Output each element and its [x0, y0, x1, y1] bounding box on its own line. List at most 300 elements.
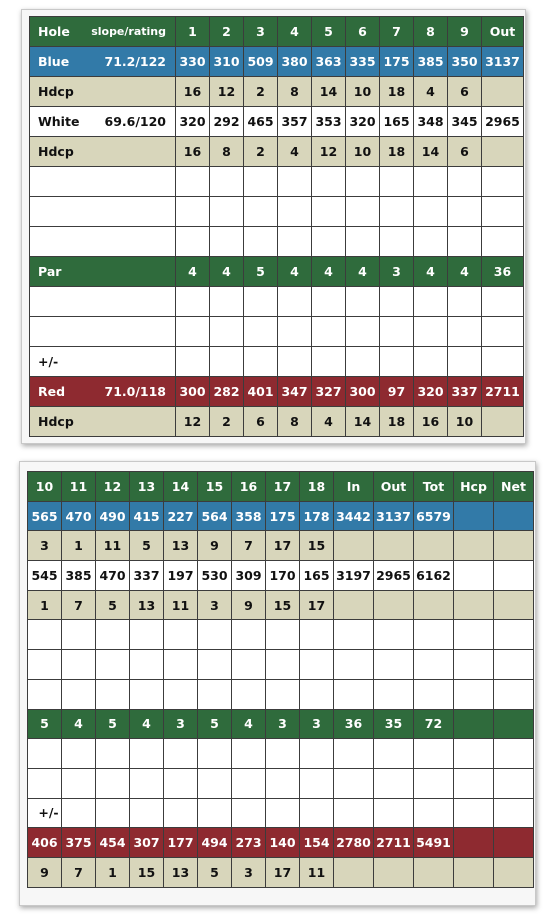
back-white-tee-row-value: 530 — [198, 561, 232, 591]
plus-minus-input-cell[interactable] — [494, 798, 534, 828]
back-blue-hdcp-row — [28, 531, 534, 561]
score-input-cell[interactable] — [448, 197, 482, 227]
score-input-cell[interactable] — [312, 287, 346, 317]
plus-minus-input-cell[interactable] — [414, 798, 454, 828]
white-tee-row-value: 345 — [448, 107, 482, 137]
player-name-cell[interactable] — [30, 167, 176, 197]
back-red-tee-row-value: 5491 — [414, 828, 454, 858]
plus-minus-input-cell[interactable] — [454, 798, 494, 828]
back-par-row-value: 5 — [96, 709, 130, 739]
score-input-cell[interactable] — [300, 768, 334, 798]
back-score-entry-row — [28, 650, 534, 680]
back-red-hdcp-row-blank-cell — [374, 857, 414, 887]
blue-hdcp-row — [30, 77, 524, 107]
par-value: 4 — [346, 257, 380, 287]
score-input-cell[interactable] — [448, 317, 482, 347]
score-input-cell[interactable] — [482, 227, 524, 257]
score-input-cell[interactable] — [266, 679, 300, 709]
blue-tee-row-value: 310 — [210, 47, 244, 77]
back-red-tee-row-blank-cell — [454, 828, 494, 858]
score-input-cell[interactable] — [448, 167, 482, 197]
white-hdcp-row-value — [482, 137, 524, 167]
score-input-cell[interactable] — [374, 739, 414, 769]
back-score-entry-row — [28, 620, 534, 650]
player-name-cell[interactable] — [30, 197, 176, 227]
white-hdcp-row-value: 18 — [380, 137, 414, 167]
back-blue-hdcp-row-blank-cell — [494, 531, 534, 561]
header-row — [30, 17, 524, 47]
score-input-cell[interactable] — [454, 620, 494, 650]
white-hdcp-row-value: 10 — [346, 137, 380, 167]
score-input-cell[interactable] — [278, 317, 312, 347]
back-par-row-value: 5 — [28, 709, 62, 739]
back-score-entry-row — [28, 739, 534, 769]
plus-minus-input-cell[interactable] — [244, 347, 278, 377]
red-tee-row-label: Red — [38, 384, 66, 399]
back-header-row-value: 12 — [96, 472, 130, 502]
blue-hdcp-row-value: 14 — [312, 77, 346, 107]
score-input-cell[interactable] — [176, 167, 210, 197]
score-input-cell[interactable] — [62, 768, 96, 798]
score-input-cell[interactable] — [374, 768, 414, 798]
back-par-row-value: 4 — [232, 709, 266, 739]
back-blue-tee-row-value: 470 — [62, 501, 96, 531]
white-hdcp-row-value: 2 — [244, 137, 278, 167]
score-input-cell[interactable] — [232, 768, 266, 798]
par-value: 3 — [380, 257, 414, 287]
plus-minus-input-cell[interactable] — [266, 798, 300, 828]
plus-minus-input-cell[interactable] — [300, 798, 334, 828]
score-input-cell[interactable] — [96, 620, 130, 650]
score-input-cell[interactable] — [334, 650, 374, 680]
score-input-cell[interactable] — [414, 650, 454, 680]
score-input-cell[interactable] — [334, 739, 374, 769]
score-input-cell[interactable] — [96, 650, 130, 680]
back-blue-hdcp-row-blank-cell — [334, 531, 374, 561]
score-input-cell[interactable] — [494, 650, 534, 680]
hole-number-cell: 1 — [176, 17, 210, 47]
score-input-cell[interactable] — [28, 768, 62, 798]
white-hdcp-row-label: Hdcp — [38, 144, 74, 159]
score-input-cell[interactable] — [346, 227, 380, 257]
score-input-cell[interactable] — [28, 739, 62, 769]
plus-minus-input-cell[interactable] — [232, 798, 266, 828]
plus-minus-input-cell[interactable] — [210, 347, 244, 377]
score-input-cell[interactable] — [300, 739, 334, 769]
score-input-cell[interactable] — [494, 739, 534, 769]
white-tee-row-value: 165 — [380, 107, 414, 137]
player-name-cell[interactable] — [30, 227, 176, 257]
back-red-hdcp-row-blank-cell — [334, 857, 374, 887]
back-white-tee-row-blank-cell — [494, 561, 534, 591]
white-tee-row-value: 320 — [176, 107, 210, 137]
back-header-row-value: Hcp — [454, 472, 494, 502]
white-tee-row-label: White — [38, 114, 80, 129]
blue-tee-row-value: 385 — [414, 47, 448, 77]
score-input-cell[interactable] — [414, 620, 454, 650]
back-white-hdcp-row-blank-cell — [494, 590, 534, 620]
white-hdcp-row-label-cell — [30, 137, 176, 167]
back-blue-tee-row-blank-cell — [494, 501, 534, 531]
plus-minus-input-cell[interactable] — [346, 347, 380, 377]
score-input-cell[interactable] — [198, 620, 232, 650]
score-input-cell[interactable] — [232, 650, 266, 680]
score-input-cell[interactable] — [454, 679, 494, 709]
blue-hdcp-row-value: 12 — [210, 77, 244, 107]
blue-hdcp-row-label-cell — [30, 77, 176, 107]
back-blue-hdcp-row-value: 13 — [164, 531, 198, 561]
back-blue-tee-row-value: 565 — [28, 501, 62, 531]
back-blue-tee-row-value: 358 — [232, 501, 266, 531]
back-plus-minus-row — [28, 798, 534, 828]
white-tee-row-value: 2965 — [482, 107, 524, 137]
back-blue-tee-row-blank-cell — [454, 501, 494, 531]
back-nine-scorecard — [19, 461, 536, 906]
white-hdcp-row-value: 14 — [414, 137, 448, 167]
back-red-tee-row-value: 375 — [62, 828, 96, 858]
blue-tee-row-value: 335 — [346, 47, 380, 77]
back-par-row-value: 36 — [334, 709, 374, 739]
red-hdcp-row-value: 2 — [210, 407, 244, 437]
score-input-cell[interactable] — [494, 620, 534, 650]
red-tee-row-value: 2711 — [482, 377, 524, 407]
red-tee-row — [30, 377, 524, 407]
back-blue-hdcp-row-value: 17 — [266, 531, 300, 561]
score-input-cell[interactable] — [176, 227, 210, 257]
score-input-cell[interactable] — [28, 679, 62, 709]
score-input-cell[interactable] — [346, 167, 380, 197]
back-par-row-value: 3 — [164, 709, 198, 739]
plus-minus-row — [30, 347, 524, 377]
back-white-tee-row-blank-cell — [454, 561, 494, 591]
hole-number-cell: 9 — [448, 17, 482, 47]
plus-minus-input-cell[interactable] — [334, 798, 374, 828]
back-red-hdcp-row-value: 17 — [266, 857, 300, 887]
back-white-tee-row-value: 470 — [96, 561, 130, 591]
back-par-row-value: 3 — [266, 709, 300, 739]
score-input-cell[interactable] — [414, 317, 448, 347]
score-input-cell[interactable] — [164, 650, 198, 680]
score-input-cell[interactable] — [244, 227, 278, 257]
back-red-hdcp-row-blank-cell — [454, 857, 494, 887]
score-input-cell[interactable] — [414, 287, 448, 317]
score-input-cell[interactable] — [62, 679, 96, 709]
score-input-cell[interactable] — [414, 768, 454, 798]
back-blue-hdcp-row-value: 7 — [232, 531, 266, 561]
plus-minus-input-cell[interactable] — [380, 347, 414, 377]
score-input-cell[interactable] — [96, 768, 130, 798]
plus-minus-input-cell[interactable] — [414, 347, 448, 377]
score-input-cell[interactable] — [346, 317, 380, 347]
hole-number-cell: 4 — [278, 17, 312, 47]
score-input-cell[interactable] — [210, 197, 244, 227]
white-tee-row — [30, 107, 524, 137]
score-entry-row — [30, 287, 524, 317]
score-input-cell[interactable] — [130, 739, 164, 769]
white-tee-row-value: 357 — [278, 107, 312, 137]
score-input-cell[interactable] — [380, 227, 414, 257]
back-white-tee-row-value: 309 — [232, 561, 266, 591]
back-white-tee-row-value: 3197 — [334, 561, 374, 591]
white-hdcp-row-value: 16 — [176, 137, 210, 167]
back-white-hdcp-row-value: 15 — [266, 590, 300, 620]
back-par-row-value: 5 — [198, 709, 232, 739]
score-input-cell[interactable] — [454, 650, 494, 680]
plus-minus-input-cell[interactable] — [198, 798, 232, 828]
red-hdcp-row-value — [482, 407, 524, 437]
score-input-cell[interactable] — [198, 768, 232, 798]
plus-minus-label: +/- — [28, 798, 62, 828]
blue-hdcp-row-value: 18 — [380, 77, 414, 107]
white-tee-row-value: 320 — [346, 107, 380, 137]
par-value: 4 — [210, 257, 244, 287]
score-input-cell[interactable] — [312, 317, 346, 347]
score-input-cell[interactable] — [414, 739, 454, 769]
red-hdcp-row-value: 12 — [176, 407, 210, 437]
score-entry-row — [30, 317, 524, 347]
score-input-cell[interactable] — [96, 679, 130, 709]
blue-tee-row-value: 350 — [448, 47, 482, 77]
score-input-cell[interactable] — [334, 768, 374, 798]
score-input-cell[interactable] — [278, 287, 312, 317]
back-red-tee-row — [28, 828, 534, 858]
back-par-row — [28, 709, 534, 739]
score-input-cell[interactable] — [374, 650, 414, 680]
score-input-cell[interactable] — [374, 620, 414, 650]
plus-minus-input-cell[interactable] — [130, 798, 164, 828]
score-input-cell[interactable] — [164, 620, 198, 650]
back-blue-hdcp-row-value: 1 — [62, 531, 96, 561]
back-blue-hdcp-row-blank-cell — [414, 531, 454, 561]
white-tee-row-value: 292 — [210, 107, 244, 137]
score-input-cell[interactable] — [482, 287, 524, 317]
score-input-cell[interactable] — [62, 650, 96, 680]
plus-minus-row-label: +/- — [38, 354, 59, 369]
score-input-cell[interactable] — [482, 167, 524, 197]
back-blue-hdcp-row-value: 11 — [96, 531, 130, 561]
player-name-cell[interactable] — [30, 317, 176, 347]
back-blue-tee-row-value: 490 — [96, 501, 130, 531]
white-tee-row-value: 353 — [312, 107, 346, 137]
score-input-cell[interactable] — [454, 739, 494, 769]
score-input-cell[interactable] — [414, 167, 448, 197]
back-header-row-value: In — [334, 472, 374, 502]
score-input-cell[interactable] — [278, 197, 312, 227]
back-nine-table — [27, 471, 534, 888]
back-red-hdcp-row-value: 11 — [300, 857, 334, 887]
hole-number-cell: 5 — [312, 17, 346, 47]
score-input-cell[interactable] — [312, 227, 346, 257]
score-input-cell[interactable] — [312, 167, 346, 197]
score-input-cell[interactable] — [210, 287, 244, 317]
header-row-label: Hole — [38, 24, 70, 39]
plus-minus-input-cell[interactable] — [278, 347, 312, 377]
red-hdcp-row — [30, 407, 524, 437]
score-input-cell[interactable] — [494, 768, 534, 798]
score-input-cell[interactable] — [62, 739, 96, 769]
plus-minus-input-cell[interactable] — [176, 347, 210, 377]
header-row-label-cell — [30, 17, 176, 47]
back-red-tee-row-value: 307 — [130, 828, 164, 858]
score-input-cell[interactable] — [300, 620, 334, 650]
back-white-tee-row-value: 545 — [28, 561, 62, 591]
back-red-tee-row-value: 454 — [96, 828, 130, 858]
score-input-cell[interactable] — [198, 650, 232, 680]
plus-minus-input-cell[interactable] — [62, 798, 96, 828]
score-input-cell[interactable] — [482, 197, 524, 227]
par-value: 4 — [312, 257, 346, 287]
score-input-cell[interactable] — [266, 768, 300, 798]
back-white-hdcp-row-value: 13 — [130, 590, 164, 620]
score-input-cell[interactable] — [130, 620, 164, 650]
red-tee-row-value: 327 — [312, 377, 346, 407]
score-input-cell[interactable] — [346, 287, 380, 317]
score-input-cell[interactable] — [300, 679, 334, 709]
blue-tee-row-label: Blue — [38, 54, 70, 69]
plus-minus-row-label-cell — [30, 347, 176, 377]
plus-minus-input-cell[interactable] — [312, 347, 346, 377]
back-white-hdcp-row-blank-cell — [374, 590, 414, 620]
red-tee-row-value: 337 — [448, 377, 482, 407]
score-input-cell[interactable] — [374, 679, 414, 709]
score-input-cell[interactable] — [380, 197, 414, 227]
score-input-cell[interactable] — [28, 650, 62, 680]
back-white-tee-row-value: 385 — [62, 561, 96, 591]
par-value: 4 — [414, 257, 448, 287]
back-header-row-value: 15 — [198, 472, 232, 502]
back-header-row-value: 13 — [130, 472, 164, 502]
score-input-cell[interactable] — [232, 739, 266, 769]
score-input-cell[interactable] — [334, 620, 374, 650]
score-input-cell[interactable] — [334, 679, 374, 709]
blue-tee-row-value: 380 — [278, 47, 312, 77]
par-value: 4 — [176, 257, 210, 287]
back-score-entry-row — [28, 768, 534, 798]
back-red-hdcp-row-value: 3 — [232, 857, 266, 887]
score-input-cell[interactable] — [210, 167, 244, 197]
score-input-cell[interactable] — [494, 679, 534, 709]
plus-minus-input-cell[interactable] — [164, 798, 198, 828]
score-input-cell[interactable] — [346, 197, 380, 227]
hole-number-cell: 6 — [346, 17, 380, 47]
score-input-cell[interactable] — [244, 167, 278, 197]
blue-hdcp-row-value: 16 — [176, 77, 210, 107]
back-par-row-blank-cell — [454, 709, 494, 739]
back-white-hdcp-row — [28, 590, 534, 620]
score-input-cell[interactable] — [278, 167, 312, 197]
score-input-cell[interactable] — [414, 227, 448, 257]
score-input-cell[interactable] — [62, 620, 96, 650]
back-white-hdcp-row-value: 17 — [300, 590, 334, 620]
score-input-cell[interactable] — [232, 620, 266, 650]
score-input-cell[interactable] — [266, 620, 300, 650]
back-blue-tee-row — [28, 501, 534, 531]
red-tee-row-value: 282 — [210, 377, 244, 407]
score-input-cell[interactable] — [266, 739, 300, 769]
score-input-cell[interactable] — [380, 167, 414, 197]
score-input-cell[interactable] — [96, 739, 130, 769]
score-input-cell[interactable] — [448, 227, 482, 257]
score-input-cell[interactable] — [232, 679, 266, 709]
back-white-hdcp-row-blank-cell — [334, 590, 374, 620]
back-header-row-value: 16 — [232, 472, 266, 502]
score-input-cell[interactable] — [198, 739, 232, 769]
plus-minus-input-cell[interactable] — [374, 798, 414, 828]
score-input-cell[interactable] — [164, 679, 198, 709]
back-par-row-value: 4 — [130, 709, 164, 739]
score-input-cell[interactable] — [130, 679, 164, 709]
plus-minus-input-cell[interactable] — [96, 798, 130, 828]
hole-number-cell: 3 — [244, 17, 278, 47]
par-row-label-cell — [30, 257, 176, 287]
red-hdcp-row-value: 14 — [346, 407, 380, 437]
back-header-row-value: Tot — [414, 472, 454, 502]
blue-tee-row — [30, 47, 524, 77]
score-input-cell[interactable] — [198, 679, 232, 709]
player-name-cell[interactable] — [30, 287, 176, 317]
score-input-cell[interactable] — [266, 650, 300, 680]
score-input-cell[interactable] — [210, 317, 244, 347]
score-input-cell[interactable] — [130, 650, 164, 680]
plus-minus-input-cell[interactable] — [482, 347, 524, 377]
back-white-hdcp-row-blank-cell — [454, 590, 494, 620]
back-par-row-value: 3 — [300, 709, 334, 739]
score-input-cell[interactable] — [380, 287, 414, 317]
score-input-cell[interactable] — [244, 197, 278, 227]
plus-minus-input-cell[interactable] — [448, 347, 482, 377]
score-input-cell[interactable] — [28, 620, 62, 650]
white-hdcp-row-value: 6 — [448, 137, 482, 167]
back-red-hdcp-row-value: 1 — [96, 857, 130, 887]
score-input-cell[interactable] — [312, 197, 346, 227]
score-input-cell[interactable] — [164, 768, 198, 798]
red-hdcp-row-label-cell — [30, 407, 176, 437]
back-white-hdcp-row-value: 9 — [232, 590, 266, 620]
score-input-cell[interactable] — [244, 317, 278, 347]
score-input-cell[interactable] — [210, 227, 244, 257]
score-input-cell[interactable] — [448, 287, 482, 317]
back-red-hdcp-row-value: 15 — [130, 857, 164, 887]
score-input-cell[interactable] — [482, 317, 524, 347]
score-input-cell[interactable] — [414, 679, 454, 709]
white-tee-row-slope-rating: 69.6/120 — [104, 114, 166, 129]
score-input-cell[interactable] — [176, 287, 210, 317]
white-hdcp-row — [30, 137, 524, 167]
score-input-cell[interactable] — [380, 317, 414, 347]
par-value: 4 — [278, 257, 312, 287]
score-entry-row — [30, 167, 524, 197]
white-tee-row-label-cell — [30, 107, 176, 137]
score-input-cell[interactable] — [244, 287, 278, 317]
back-score-entry-row — [28, 679, 534, 709]
score-input-cell[interactable] — [454, 768, 494, 798]
red-tee-row-value: 320 — [414, 377, 448, 407]
score-input-cell[interactable] — [164, 739, 198, 769]
score-input-cell[interactable] — [176, 317, 210, 347]
back-red-hdcp-row-value: 5 — [198, 857, 232, 887]
score-input-cell[interactable] — [278, 227, 312, 257]
back-white-tee-row — [28, 561, 534, 591]
back-red-tee-row-value: 2780 — [334, 828, 374, 858]
back-red-tee-row-value: 273 — [232, 828, 266, 858]
score-input-cell[interactable] — [130, 768, 164, 798]
back-blue-tee-row-value: 564 — [198, 501, 232, 531]
blue-hdcp-row-value: 10 — [346, 77, 380, 107]
score-input-cell[interactable] — [300, 650, 334, 680]
score-input-cell[interactable] — [176, 197, 210, 227]
blue-tee-row-value: 3137 — [482, 47, 524, 77]
score-input-cell[interactable] — [414, 197, 448, 227]
